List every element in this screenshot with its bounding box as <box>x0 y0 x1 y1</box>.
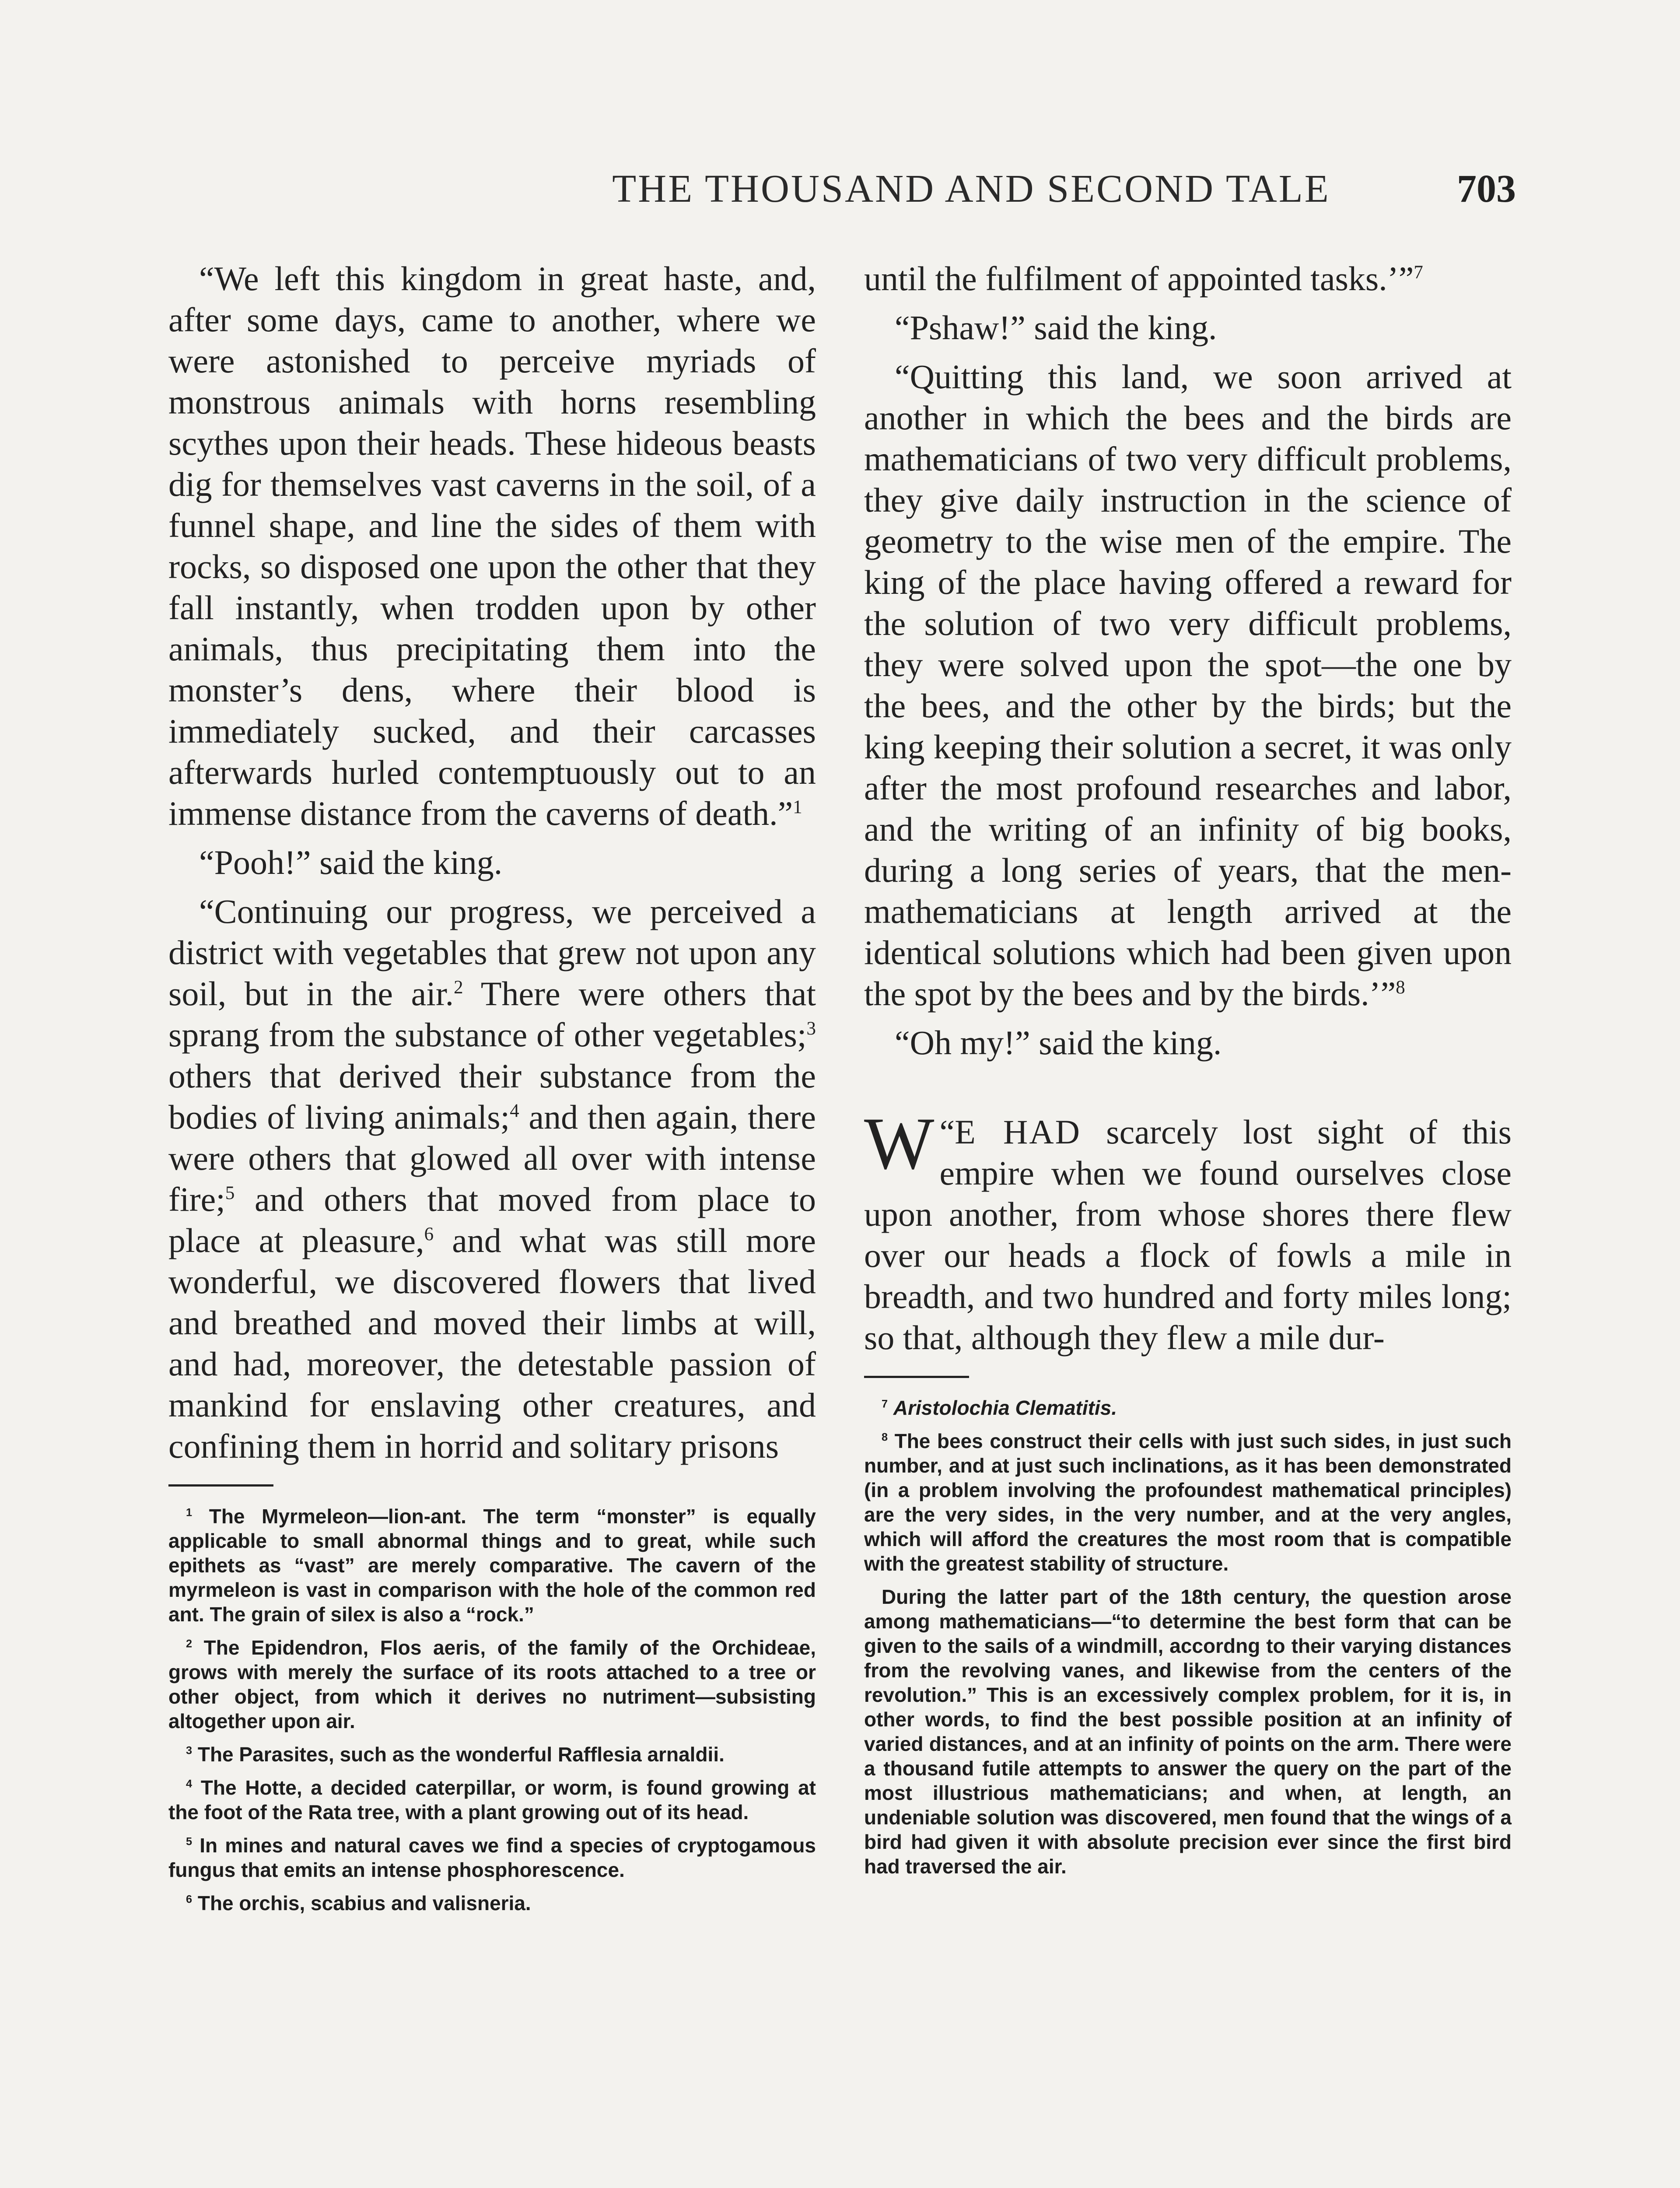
footnote-number: 7 <box>882 1398 888 1410</box>
paragraph-text: until the fulfilment of appointed tasks.’” <box>864 259 1414 298</box>
left-footnotes <box>168 1504 816 1915</box>
small-caps-lead: E HAD <box>955 1113 1082 1151</box>
left-column <box>168 258 816 1924</box>
footnote <box>168 1635 816 1733</box>
footnote-number: 2 <box>186 1637 192 1650</box>
footnote-ref: 4 <box>510 1101 519 1121</box>
paragraph: “Oh my!” said the king. <box>895 1024 1222 1062</box>
right-body-text <box>864 258 1512 1358</box>
paragraph <box>864 356 1512 1014</box>
footnote-ref: 7 <box>1414 262 1423 283</box>
footnote-number: 1 <box>186 1506 192 1519</box>
paragraph-text: others that derived their substance from the bodies of living animals; <box>168 1057 816 1136</box>
paragraph-text: There were others that sprang from the substance of other vegetables; <box>168 975 816 1054</box>
page-number: 703 <box>1457 167 1516 210</box>
paragraph <box>168 891 816 1467</box>
footnote <box>864 1429 1512 1576</box>
footnote-text: The Myrmeleon—lion-ant. The term “monster” is equally applicable to small abnormal things and to great, while such epithets as “vast” are merely comparative. The cavern of the myrmeleon is vast in comparison with the hole of the common red ant. The grain of silex is also a “rock.” <box>168 1505 816 1626</box>
footnote-number: 8 <box>882 1431 888 1444</box>
paragraph-text: “Continuing our progress, we perceived a district with vegetables that grew not upon any soil, but in the air. <box>168 892 816 1013</box>
footnote-ref: 1 <box>793 797 802 817</box>
footnote-text: The Hotte, a decided caterpillar, or worm, is found growing at the foot of the Rata tree, with a plant growing out of its head. <box>168 1776 816 1823</box>
footnote-ref: 8 <box>1396 977 1405 998</box>
footnote-divider <box>864 1376 969 1378</box>
paragraph: “Pshaw!” said the king. <box>895 309 1217 347</box>
footnote <box>168 1504 816 1627</box>
footnote-ref: 6 <box>424 1224 434 1245</box>
footnote-ref: 2 <box>454 977 463 998</box>
footnote-ref: 3 <box>806 1018 816 1039</box>
footnote-text: The orchis, scabius and valisneria. <box>197 1892 531 1914</box>
footnote-text: The Epidendron, Flos aeris, of the family of the Orchideae, grows with merely the surface of its roots attached to a tree or other object, from which it derives no nutriment—subsisting altogether upon air. <box>168 1636 816 1732</box>
right-footnotes <box>864 1396 1512 1879</box>
right-column <box>864 258 1512 1887</box>
footnote-ref: 5 <box>225 1183 235 1203</box>
paragraph-text: and others that moved from place to place at pleasure, <box>168 1180 816 1259</box>
footnote-text: The Parasites, such as the wonderful Rafflesia arnaldii. <box>197 1743 724 1766</box>
footnote-number: 5 <box>186 1835 192 1848</box>
footnote-text: The bees construct their cells with just such sides, in just such number, and at just such inclinations, as it has been demonstrated (in a problem involving the profoundest mathematical principles) are the very sides, in the very number, and at the very angles, which will afford the creatures the most room that is compatible with the greatest stability of structure. <box>864 1430 1512 1575</box>
footnote <box>168 1742 816 1767</box>
footnote-text: In mines and natural caves we find a species of cryptogamous fungus that emits an intense phosphorescence. <box>168 1834 816 1881</box>
footnote <box>168 1775 816 1824</box>
footnote <box>168 1833 816 1882</box>
footnote-number: 3 <box>186 1744 192 1757</box>
footnote <box>168 1891 816 1915</box>
footnote-text: During the latter part of the 18th century, the question arose among mathematicians—“to determine the best form that can be given to the sails of a windmill, accordng to their varying distances from the revolving vanes, and likewise from the centers of the revolution.” This is an excessively complex problem, for it is, in other words, to find the best possible position at an infinity of varied distances, and at an infinity of points on the arm. There were a thousand futile attempts to answer the query on the part of the most illustrious mathematicians; and when, at length, an undeniable solution was discovered, men found that the wings of a bird had given it with absolute precision ever since the first bird had traversed the air. <box>864 1585 1512 1878</box>
opening-quote: “ <box>939 1113 955 1151</box>
footnote <box>864 1396 1512 1420</box>
footnote-number: 6 <box>186 1893 192 1906</box>
paragraph: “Pooh!” said the king. <box>199 843 503 881</box>
paragraph-text: “Quitting this land, we soon arrived at another in which the bees and the birds are mathematicians of two very difficult problems, they give daily instruction in the science of geometry to the wise men of the empire. The king of the place having offered a reward for the solution of two very difficult problems, they were solved upon the spot—the one by the bees, and the other by the birds; but the king keeping their solution a secret, it was only after the most profound researches and labor, and the writing of an infinity of big books, during a long series of years, that the men-mathematicians at length arrived at the identical solutions which had been given upon the spot by the bees and by the birds.’” <box>864 358 1512 1013</box>
paragraph-text: scarcely lost sight of this empire when we found ourselves close upon another, from whose shores there flew over our heads a flock of fowls a mile in breadth, and two hundred and forty miles long; so that, although they flew a mile dur- <box>864 1113 1512 1357</box>
paragraph-text: and what was still more wonderful, we discovered flowers that lived and breathed and moved their limbs at will, and had, moreover, the detestable passion of mankind for enslaving other creatures, and confining them in horrid and solitary prisons <box>168 1221 816 1465</box>
paragraph-text: and then again, there were others that glowed all over with intense fire; <box>168 1098 816 1218</box>
paragraph-text: “We left this kingdom in great haste, and, after some days, came to another, where we were astonished to perceive myriads of monstrous animals with horns resembling scythes upon their heads. These hideous beasts dig for themselves vast caverns in the soil, of a funnel shape, and line the sides of them with rocks, so disposed one upon the other that they fall instantly, when trodden upon by other animals, thus precipitating them into the monster’s dens, where their blood is immediately sucked, and their carcasses afterwards hurled contemptuously out to an immense distance from the caverns of death.” <box>168 259 816 832</box>
footnote-number: 4 <box>186 1778 192 1790</box>
paragraph <box>168 258 816 834</box>
footnote-text: Aristolochia Clematitis. <box>893 1396 1117 1419</box>
left-body-text <box>168 258 816 1467</box>
running-title: THE THOUSAND AND SECOND TALE <box>612 167 1330 210</box>
paragraph <box>864 258 1512 299</box>
footnote-continuation <box>864 1585 1512 1879</box>
drop-cap: W <box>864 1102 934 1185</box>
footnote-divider <box>168 1484 273 1487</box>
section-opening-paragraph <box>864 1102 1512 1358</box>
